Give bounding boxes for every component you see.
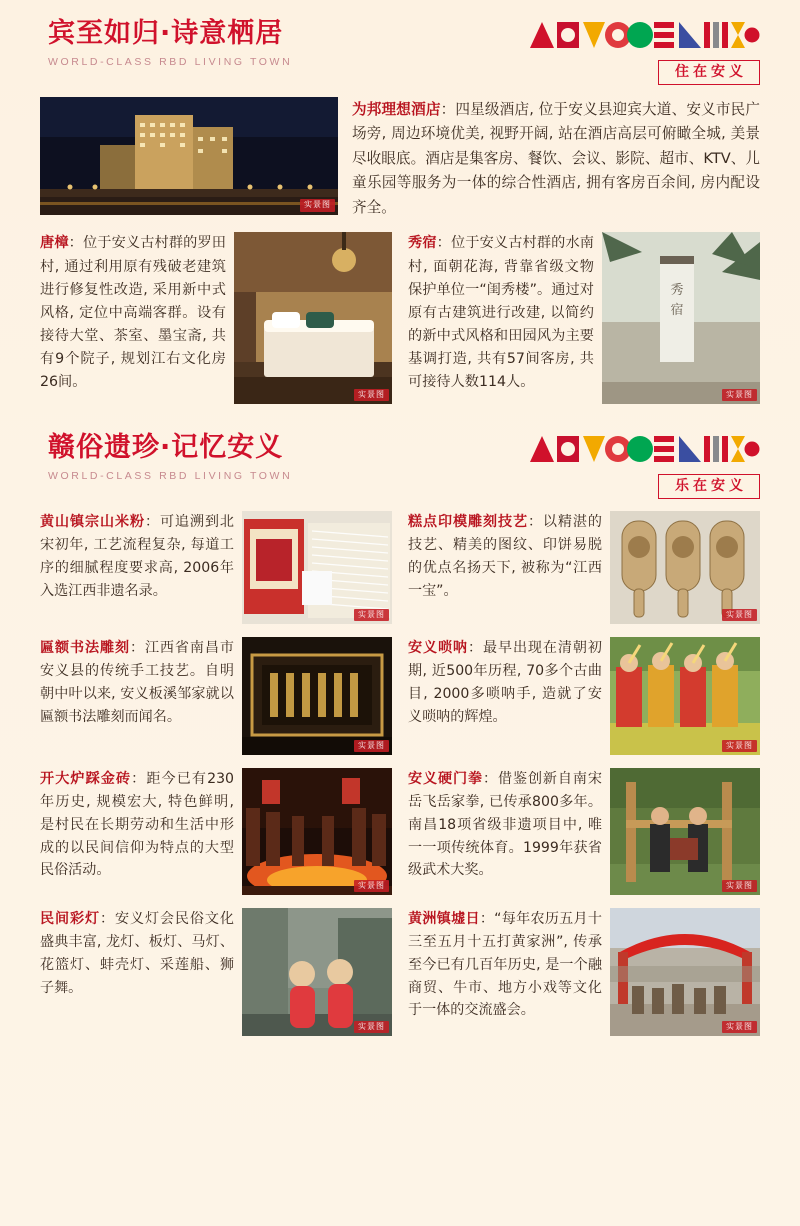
spacer [0, 404, 800, 414]
plaque-name: 匾额书法雕刻 [40, 640, 130, 657]
culture-grid [0, 505, 800, 1036]
cake-mold-body: ：以精湛的技艺、精美的图纹、印饼易脱的优点名扬天下, 被称为“江西一宝”。 [408, 514, 602, 599]
martial-arts-body: ：借鉴创新自南宋岳飞岳家拳, 已传承800多年。南昌18项省级非遗项目中, 唯一一项传统体育。1999年获省级武术大奖。 [408, 771, 603, 879]
tangzhang-photo [234, 232, 392, 404]
culture-item-suona [408, 637, 760, 755]
suona-description [408, 637, 602, 728]
fire-ritual-body: ：距今已有230年历史, 规模宏大, 特色鲜明, 是村民在长期劳动和生活中形成的以民间信仰为特点的大型民俗活动。 [40, 771, 235, 879]
culture-item-martial-arts [408, 768, 760, 895]
fire-ritual-name: 开大炉踩金砖 [40, 771, 132, 788]
photo-badge: 实景图 [354, 880, 389, 892]
photo-badge: 实景图 [722, 609, 757, 621]
cake-mold-description [408, 511, 602, 602]
xiusu-photo [602, 232, 760, 404]
culture-row [40, 908, 760, 1036]
photo-badge: 实景图 [354, 1021, 389, 1033]
rice-noodle-body: ：可追溯到北宋初年, 工艺流程复杂, 每道工序的细腻程度要求高, 2006年入选江西非遗名录。 [40, 514, 235, 599]
plaque-body: ：江西省南昌市安义县的传统手工技艺。自明朝中叶以来, 安义板溪邹家就以匾额书法雕刻而闻名。 [40, 640, 234, 725]
culture-item-market-day [408, 908, 760, 1036]
anyi-logo-icon-2 [530, 434, 760, 464]
culture-row [40, 511, 760, 624]
section-title-2: 赣俗遗珍·记忆安义 [48, 432, 284, 464]
section-subtitle-2: WORLD-CLASS RBD LIVING TOWN [48, 470, 293, 483]
culture-row [40, 637, 760, 755]
tangzhang-name: 唐樟 [40, 235, 69, 252]
anyi-logo-icon [530, 20, 760, 50]
photo-badge: 实景图 [354, 609, 389, 621]
culture-item-folk-lantern [40, 908, 392, 1036]
fire-ritual-description [40, 768, 234, 882]
photo-badge: 实景图 [722, 740, 757, 752]
culture-item-cake-mold [408, 511, 760, 624]
market-day-body: ：“每年农历五月十三至五月十五打黄家洲”, 传承至今已有几百年历史, 是一个融商贸、牛市、地方小戏等文化于一体的交流盛会。 [408, 911, 602, 1019]
section-brand-group [530, 18, 760, 85]
culture-item-plaque-carving [40, 637, 392, 755]
rice-noodle-name: 黄山镇宗山米粉 [40, 514, 145, 531]
section-subtitle: WORLD-CLASS RBD LIVING TOWN [48, 56, 293, 69]
photo-badge: 实景图 [722, 1021, 757, 1033]
market-day-description [408, 908, 602, 1022]
hotel-photo [40, 97, 338, 215]
photo-badge: 实景图 [722, 389, 757, 401]
culture-row [40, 768, 760, 895]
martial-arts-description [408, 768, 602, 882]
cake-mold-name: 糕点印模雕刻技艺 [408, 514, 528, 531]
hotel-body: ：四星级酒店, 位于安义县迎宾大道、安义市民广场旁, 周边环境优美, 视野开阔, 站在酒店高层可俯瞰全城, 美景尽收眼底。酒店是集客房、餐饮、会议、影院、超市、KTV、儿童乐园等服务为一体的综合性酒店, 拥有客房百余间, 房内配设齐全。 [352, 100, 760, 216]
section-heading-group-2 [48, 432, 292, 482]
culture-item-fire-ritual [40, 768, 392, 895]
xiusu-name: 秀宿 [408, 235, 437, 252]
suona-name: 安义唢呐 [408, 640, 468, 657]
fire-ritual-photo [242, 768, 392, 895]
folk-lantern-body: ：安义灯会民俗文化盛典丰富, 龙灯、板灯、马灯、花篮灯、蚌壳灯、采莲船、狮子舞。 [40, 911, 234, 996]
martial-arts-photo [610, 768, 760, 895]
suona-body: ：最早出现在清朝初期, 近500年历程, 70多个古曲目, 2000多唢呐手, 造就了安义唢呐的辉煌。 [408, 640, 602, 725]
tangzhang-body: ：位于安义古村群的罗田村, 通过利用原有残破老建筑进行修复性改造, 采用新中式风格, 定位中高端客群。设有接待大堂、茶室、墨宝斋, 共有9个院子, 规划江右文化房26间。 [40, 235, 226, 391]
xiusu-body: ：位于安义古村群的水南村, 面朝花海, 背靠省级文物保护单位一“闺秀楼”。通过对原有古建筑进行改建, 以简约的新中式风格和田园风为主要基调打造, 共有57间客房, 共可接待人数114人。 [408, 235, 594, 391]
section-title: 宾至如归·诗意栖居 [48, 18, 284, 49]
folk-lantern-name: 民间彩灯 [40, 911, 100, 928]
hotel-hero [0, 91, 800, 221]
market-day-name: 黄洲镇墟日 [408, 911, 480, 928]
folk-lantern-description [40, 908, 234, 999]
section-header-culture [0, 414, 800, 505]
lodging-cards [0, 220, 800, 404]
culture-item-rice-noodle [40, 511, 392, 624]
section-heading-group [48, 18, 292, 68]
market-day-photo [610, 908, 760, 1036]
hotel-description [352, 97, 760, 221]
section-brand-group-2 [530, 432, 760, 499]
lodging-card-xiusu [408, 232, 760, 404]
svg-text:宿: 宿 [670, 302, 684, 318]
lodging-card-tangzhang [40, 232, 392, 404]
section-header-living [0, 0, 800, 91]
hotel-name: 为邦理想酒店 [352, 100, 441, 118]
section-tag: 住在安义 [658, 60, 760, 85]
plaque-description [40, 637, 234, 728]
xiusu-description [408, 232, 594, 394]
photo-badge: 实景图 [722, 880, 757, 892]
rice-noodle-description [40, 511, 234, 602]
suona-photo [610, 637, 760, 755]
cake-mold-photo [610, 511, 760, 624]
rice-noodle-photo [242, 511, 392, 624]
tangzhang-description [40, 232, 226, 394]
photo-badge: 实景图 [354, 389, 389, 401]
plaque-photo [242, 637, 392, 755]
photo-badge: 实景图 [300, 199, 335, 211]
photo-badge: 实景图 [354, 740, 389, 752]
folk-lantern-photo [242, 908, 392, 1036]
section-tag-2: 乐在安义 [658, 474, 760, 499]
martial-arts-name: 安义硬门拳 [408, 771, 483, 788]
svg-text:秀: 秀 [670, 282, 684, 298]
